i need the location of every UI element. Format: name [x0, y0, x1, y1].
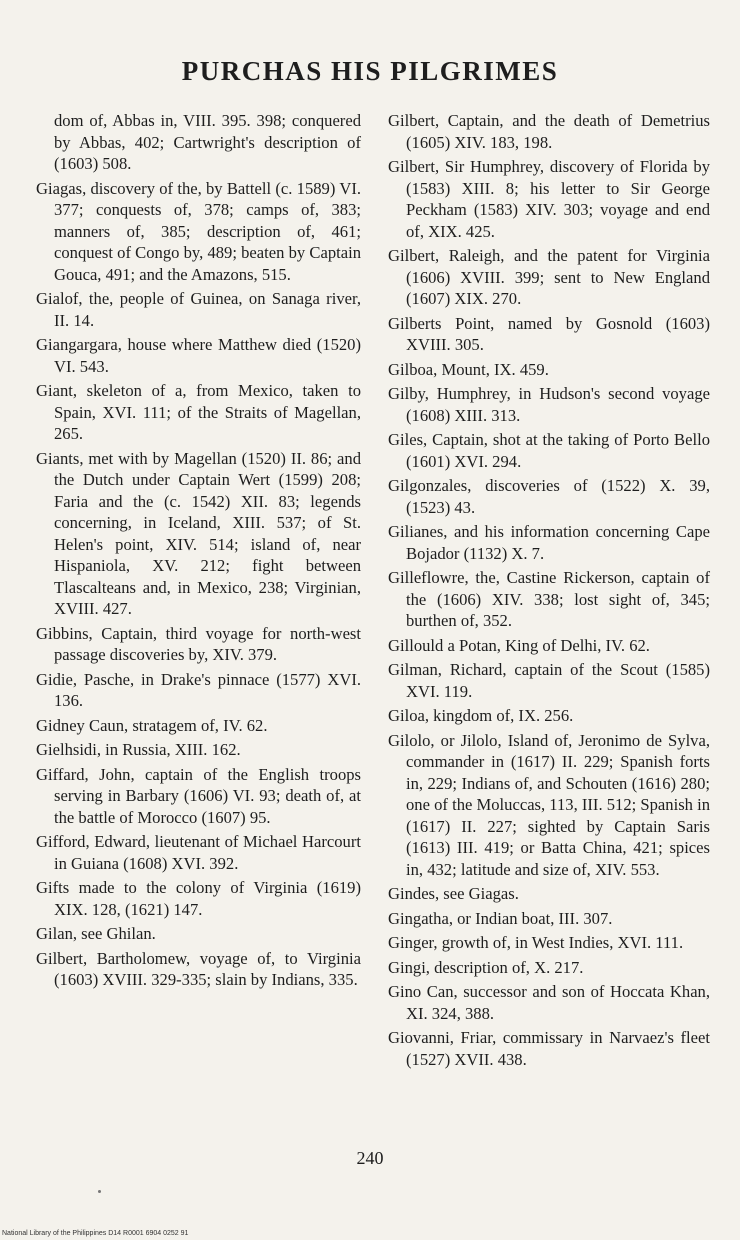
scan-source-footer: National Library of the Philippines D14 R0001 6904 0252 91: [2, 1230, 189, 1237]
index-entry: Gielhsidi, in Russia, XIII. 162.: [36, 740, 241, 759]
index-entry: Gilolo, or Jilolo, Island of, Jeronimo de Sylva, commander in (1617) II. 229; Spanish forts in, 229; Indians of, and Schouten (1616) 280; one of the Moluccas, 113, III. 512; Spanish in (1617) II. 227; sighted by Captain Saris (1613) III. 419; or Batta China, 421; spices in, 432; latitude and size of, XIV. 553.: [388, 730, 711, 879]
index-entry: Gingatha, or Indian boat, III. 307.: [388, 908, 613, 928]
index-entry: Giagas, discovery of the, by Battell (c. 1589) VI. 377; conquests of, 378; camps of, 383; manners of, 385; description of, 461; conquest of Congo by, 489; beaten by Captain Gouca, 491; and the Amazons, 515.: [36, 178, 361, 284]
page-number: 240: [356, 1148, 384, 1168]
index-entry: Giovanni, Friar, commissary in Narvaez's fleet (1527) XVII. 438.: [388, 1028, 710, 1069]
index-entry: Gilianes, and his information concerning Cape Bojador (1132) X. 7.: [388, 522, 710, 563]
index-entry: Gino Can, successor and son of Hoccata Khan, XI. 324, 388.: [388, 982, 710, 1023]
index-entry: Giant, skeleton of a, from Mexico, taken to Spain, XVI. 111; of the Straits of Magellan, 265.: [36, 381, 361, 443]
index-entry: Gindes, see Giagas.: [388, 884, 519, 903]
index-entry: Gifford, Edward, lieutenant of Michael Harcourt in Guiana (1608) XVI. 392.: [36, 832, 361, 873]
index-entry: Gilbert, Sir Humphrey, discovery of Florida by (1583) XIII. 8; his letter to Sir George Peckham (1583) XIV. 303; voyage and end of, XIX. 425.: [388, 157, 710, 241]
index-column-left: [36, 110, 361, 994]
index-entry: Giants, met with by Magellan (1520) II. 86; and the Dutch under Captain Wert (1599) 208; Faria and the (c. 1542) XII. 83; legends concerning, in Iceland, XIII. 537; of St. Helen's point, XIV. 514; island of, near Hispaniola, XV. 212; fight between Tlascalteans and, in Mexico, 238; Virginian, XVIII. 427.: [36, 448, 361, 618]
index-entry: Gialof, the, people of Guinea, on Sanaga river, II. 14.: [36, 289, 361, 330]
index-entry: Gilboa, Mount, IX. 459.: [388, 359, 549, 379]
index-entry: Gilbert, Bartholomew, voyage of, to Virginia (1603) XVIII. 329-335; slain by Indians, 335.: [36, 948, 361, 989]
index-entry: Gifts made to the colony of Virginia (1619) XIX. 128, (1621) 147.: [36, 878, 361, 919]
index-entry: Gidie, Pasche, in Drake's pinnace (1577) XVI. 136.: [36, 669, 361, 710]
index-entry: Gilman, Richard, captain of the Scout (1585) XVI. 119.: [388, 660, 710, 701]
index-entry: Ginger, growth of, in West Indies, XVI. 111.: [388, 933, 684, 952]
index-entry: Gilleflowre, the, Castine Rickerson, captain of the (1606) XIV. 338; lost sight of, 345; burthen of, 352.: [388, 568, 710, 630]
index-entry: Gilbert, Captain, and the death of Demetrius (1605) XIV. 183, 198.: [388, 111, 710, 152]
index-entry: Gillould a Potan, King of Delhi, IV. 62.: [388, 635, 650, 655]
ink-speck: [98, 1190, 101, 1193]
index-column-right: [388, 110, 710, 1073]
page-title: PURCHAS HIS PILGRIMES: [181, 56, 559, 86]
index-entry: Giangargara, house where Matthew died (1520) VI. 543.: [36, 335, 361, 376]
index-entry: Gibbins, Captain, third voyage for north-west passage discoveries by, XIV. 379.: [36, 623, 361, 664]
index-entry: Giloa, kingdom of, IX. 256.: [388, 706, 574, 725]
index-entry: Gilberts Point, named by Gosnold (1603) XVIII. 305.: [388, 313, 710, 354]
index-entry: Gingi, description of, X. 217.: [388, 957, 584, 977]
index-entry: Gilan, see Ghilan.: [36, 924, 156, 943]
index-entry: Gilby, Humphrey, in Hudson's second voyage (1608) XIII. 313.: [388, 384, 710, 425]
index-entry: dom of, Abbas in, VIII. 395. 398; conquered by Abbas, 402; Cartwright's description of (1603) 508.: [54, 111, 361, 173]
index-entry: Gidney Caun, stratagem of, IV. 62.: [36, 715, 268, 735]
index-entry: Gilbert, Raleigh, and the patent for Virginia (1606) XVIII. 399; sent to New England (1607) XIX. 270.: [388, 246, 710, 308]
index-entry: Gilgonzales, discoveries of (1522) X. 39, (1523) 43.: [388, 476, 710, 517]
index-entry: Giffard, John, captain of the English troops serving in Barbary (1606) VI. 93; death of, at the battle of Morocco (1607) 95.: [36, 764, 361, 827]
index-entry: Giles, Captain, shot at the taking of Porto Bello (1601) XVI. 294.: [388, 430, 710, 471]
